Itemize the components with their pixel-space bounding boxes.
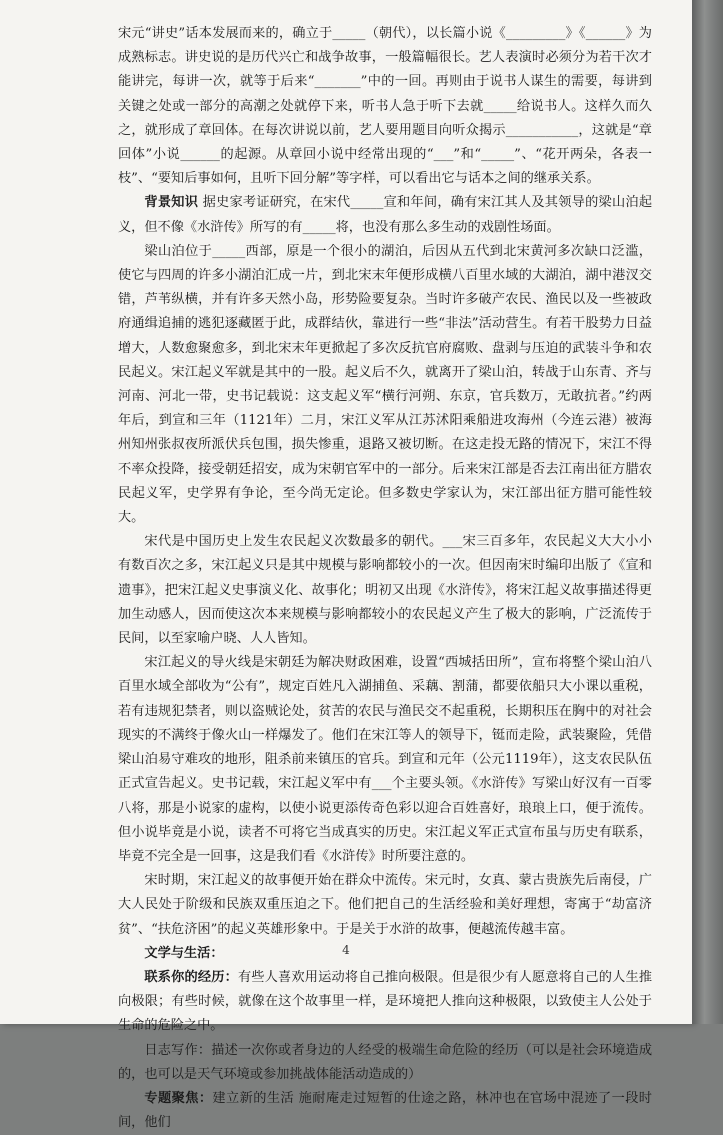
section-heading-focus: 专题聚焦： bbox=[144, 1090, 213, 1106]
section-heading-journal: 日志写作： bbox=[144, 1042, 212, 1058]
scanner-edge bbox=[692, 0, 723, 1024]
paragraph-text: 描述一次你或者身边的人经受的极端生命危险的经历（可以是社会环境造成的，也可以是天气环境或参加挑战体能活动造成的） bbox=[118, 1042, 653, 1082]
paragraph-liangshan bbox=[118, 240, 652, 530]
paragraph-legend-spread bbox=[118, 869, 652, 942]
paragraph-journal bbox=[118, 1039, 652, 1087]
paragraph-text: 据史家考证研究，在宋代_____宣和年间，确有宋江其人及其领导的梁山泊起义，但不像《水浒传》所写的有_____将，也没有那么多生动的戏剧性场面。 bbox=[118, 195, 653, 235]
section-heading-literature-life: 文学与生活： bbox=[144, 945, 224, 961]
section-heading-background: 背景知识 bbox=[144, 195, 199, 211]
paragraph-your-experience bbox=[118, 966, 652, 1039]
paragraph-text: 宋代是中国历史上发生农民起义次数最多的朝代。___宋三百多年，农民起义大大小小有数百次之多，宋江起义只是其中规模与影响都较小的一次。但因南宋时编印出版了《宣和遗事》，把宋江起义史事演义化、故事化；明初又出现《水浒传》，将宋江起义故事描述得更加生动感人，因而使这次本来规模与影响都较小的农民起义产生了极大的影响，广泛流传于民间，以至家喻户晓、人人皆知。 bbox=[118, 534, 652, 647]
page-number: 4 bbox=[342, 943, 350, 957]
paragraph-text: 梁山泊位于_____西部，原是一个很小的湖泊，后因从五代到北宋黄河多次缺口泛滥，使它与四周的许多小湖泊汇成一片，到北宋末年便形成横八百里水域的大湖泊，湖中港汊交错，芦苇纵横，并有许多天然小岛，形势险要复杂。当时许多破产农民、渔民以及一些被政府通缉追捕的逃犯逐藏匿于此，成群结伙，靠进行一些“非法”活动营生。有若干股势力日益增大，人数愈聚愈多，到北宋末年更掀起了多次反抗官府腐败、盘剥与压迫的武装斗争和农民起义。宋江起义军就是其中的一股。起义后不久，就离开了梁山泊，转战于山东青、齐与河南、河北一带，史书记载说：这支起义军“横行河朔、东京，官兵数万，无敢抗者。”约两年后，到宣和三年（1121年）二月，宋江义军从江苏沭阳乘船进攻海州（今连云港）被海州知州张叔夜所派伏兵包围，损失惨重，退路又被切断。在这走投无路的情况下，宋江不得不率众投降，接受朝廷招安，成为宋朝官军中的一部分。后来宋江部是否去江南出征方腊农民起义军，史学界有争论，至今尚无定论。但多数史学家认为，宋江部出征方腊可能性较大。 bbox=[118, 243, 652, 526]
paragraph-text: 建立新的生活 施耐庵走过短暂的仕途之路，林冲也在官场中混迹了一段时间，他们 bbox=[118, 1090, 652, 1131]
document-body bbox=[118, 22, 652, 1135]
section-heading-experience: 联系你的经历： bbox=[144, 969, 238, 985]
paragraph-background bbox=[118, 191, 652, 239]
paragraph-huaben-origin bbox=[118, 22, 652, 191]
paragraph-song-uprisings bbox=[118, 530, 652, 651]
paragraph-text: 宋元“讲史”话本发展而来的，确立于_____（朝代），以长篇小说《_________》《______》为成熟标志。讲史说的是历代兴亡和战争故事，一般篇幅很长。艺人表演时必须分为若干次才能讲完，每讲一次，就等于后来“_______”中的一回。再则由于说书人谋生的需要，每讲到关键之处或一部分的高潮之处就停下来，听书人急于听下去就_____给说书人。这样久而久之，就形成了章回体。在每次讲说以前，艺人要用题目向听众揭示___________，这就是“章回体”小说______的起源。从章回小说中经常出现的“___”和“_____”、“花开两朵，各表一枝”、“要知后事如何，且听下回分解”等字样，可以看出它与话本之间的继承关系。 bbox=[118, 26, 652, 187]
paragraph-text: 有些人喜欢用运动将自己推向极限。但是很少有人愿意将自己的人生推向极限；有些时候，就像在这个故事里一样，是环境把人推向这种极限，以致使主人公处于生命的危险之中。 bbox=[118, 969, 653, 1034]
paragraph-trigger bbox=[118, 651, 652, 869]
paragraph-text: 宋江起义的导火线是宋朝廷为解决财政困难，设置“西城括田所”，宣布将整个梁山泊八百里水域全部收为“公有”，规定百姓凡入湖捕鱼、采藕、割蒲，都要依船只大小课以重税，若有违规犯禁者，则以盗贼论处，贫苦的农民与渔民交不起重税，长期积压在胸中的对社会现实的不满终于像火山一样爆发了。他们在宋江等人的领导下，铤而走险，武装聚险，凭借梁山泊易守难攻的地形，阻杀前来镇压的官兵。到宣和元年（公元1119年），这支农民队伍正式宣告起义。史书记载，宋江起义军中有___个主要头领。《水浒传》写梁山好汉有一百零八将，那是小说家的虚构，以使小说更添传奇色彩以迎合百姓喜好，琅琅上口，便于流传。但小说毕竟是小说，读者不可将它当成真实的历史。宋江起义军正式宣布虽与历史有联系，毕竟不完全是一回事，这是我们看《水浒传》时所要注意的。 bbox=[118, 655, 652, 864]
paragraph-text: 宋时期，宋江起义的故事便开始在群众中流传。宋元时，女真、蒙古贵族先后南侵，广大人民处于阶级和民族双重压迫之下。他们把自己的生活经验和美好理想，寄寓于“劫富济贫”、“扶危济困”的起义英雄形象中。于是关于水浒的故事，便越流传越丰富。 bbox=[118, 873, 652, 937]
paragraph-focus bbox=[118, 1087, 652, 1135]
